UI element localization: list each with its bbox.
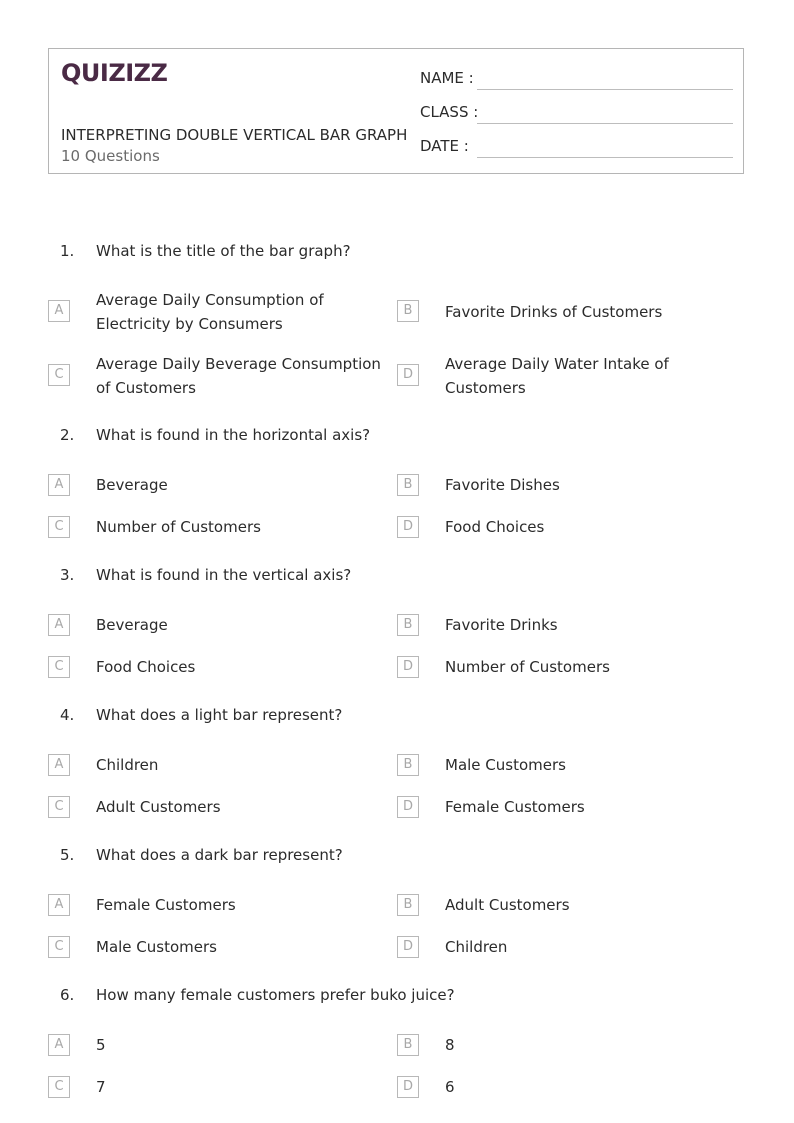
option-d-text: Female Customers xyxy=(445,798,585,816)
option-b-text: Adult Customers xyxy=(445,896,570,914)
option-b-text: Favorite Dishes xyxy=(445,476,560,494)
option-d-text: 6 xyxy=(445,1078,455,1096)
option-c-text: Average Daily Beverage Consumption of Customers xyxy=(96,355,381,397)
option-c-box: C xyxy=(48,796,70,818)
date-label: DATE : xyxy=(420,137,469,155)
option-b-box: B xyxy=(397,474,419,496)
question-number: 1. xyxy=(60,242,75,260)
option-c-text: 7 xyxy=(96,1078,106,1096)
question-number: 3. xyxy=(60,566,75,584)
option-a-box: A xyxy=(48,754,70,776)
option-c-text: Number of Customers xyxy=(96,518,261,536)
option-d-box: D xyxy=(397,1076,419,1098)
option-a-box: A xyxy=(48,300,70,322)
option-d-box: D xyxy=(397,796,419,818)
option-d-box: D xyxy=(397,516,419,538)
option-d-text: Children xyxy=(445,938,508,956)
option-c-text: Male Customers xyxy=(96,938,217,956)
option-a-box: A xyxy=(48,1034,70,1056)
option-b-box: B xyxy=(397,1034,419,1056)
question-number: 6. xyxy=(60,986,75,1004)
option-a-box: A xyxy=(48,614,70,636)
option-d-text: Food Choices xyxy=(445,518,545,536)
option-b-text: Male Customers xyxy=(445,756,566,774)
option-b-box: B xyxy=(397,754,419,776)
option-a-box: A xyxy=(48,474,70,496)
question-text: What is the title of the bar graph? xyxy=(96,242,351,260)
question-count: 10 Questions xyxy=(61,147,160,165)
question-text: What does a dark bar represent? xyxy=(96,846,343,864)
option-b-box: B xyxy=(397,894,419,916)
option-d-text: Average Daily Water Intake of Customers xyxy=(445,355,669,397)
option-a-text: Beverage xyxy=(96,616,168,634)
date-line xyxy=(477,157,733,158)
option-d-box: D xyxy=(397,364,419,386)
question-text: What does a light bar represent? xyxy=(96,706,343,724)
option-d-box: D xyxy=(397,936,419,958)
option-c-box: C xyxy=(48,516,70,538)
option-a-text: Beverage xyxy=(96,476,168,494)
question-text: What is found in the horizontal axis? xyxy=(96,426,371,444)
option-c-box: C xyxy=(48,1076,70,1098)
question-number: 5. xyxy=(60,846,75,864)
option-c-text: Adult Customers xyxy=(96,798,221,816)
name-line xyxy=(477,89,733,90)
option-c-text: Food Choices xyxy=(96,658,196,676)
worksheet-header xyxy=(48,48,744,174)
option-a-text: Average Daily Consumption of Electricity by Consumers xyxy=(96,291,324,333)
option-d-box: D xyxy=(397,656,419,678)
question-number: 4. xyxy=(60,706,75,724)
question-text: What is found in the vertical axis? xyxy=(96,566,352,584)
option-a-box: A xyxy=(48,894,70,916)
question-number: 2. xyxy=(60,426,75,444)
option-d-text: Number of Customers xyxy=(445,658,610,676)
option-a-text: Children xyxy=(96,756,159,774)
worksheet-title: INTERPRETING DOUBLE VERTICAL BAR GRAPH xyxy=(61,126,408,144)
option-b-box: B xyxy=(397,300,419,322)
option-c-box: C xyxy=(48,656,70,678)
name-label: NAME : xyxy=(420,69,474,87)
option-c-box: C xyxy=(48,936,70,958)
class-label: CLASS : xyxy=(420,103,479,121)
option-a-text: Female Customers xyxy=(96,896,236,914)
class-line xyxy=(477,123,733,124)
option-a-text: 5 xyxy=(96,1036,106,1054)
option-b-text: Favorite Drinks xyxy=(445,616,558,634)
quizizz-logo: QUIZIZZ xyxy=(61,59,168,87)
question-text: How many female customers prefer buko juice? xyxy=(96,986,455,1004)
option-c-box: C xyxy=(48,364,70,386)
option-b-box: B xyxy=(397,614,419,636)
option-b-text: 8 xyxy=(445,1036,455,1054)
option-b-text: Favorite Drinks of Customers xyxy=(445,303,663,321)
